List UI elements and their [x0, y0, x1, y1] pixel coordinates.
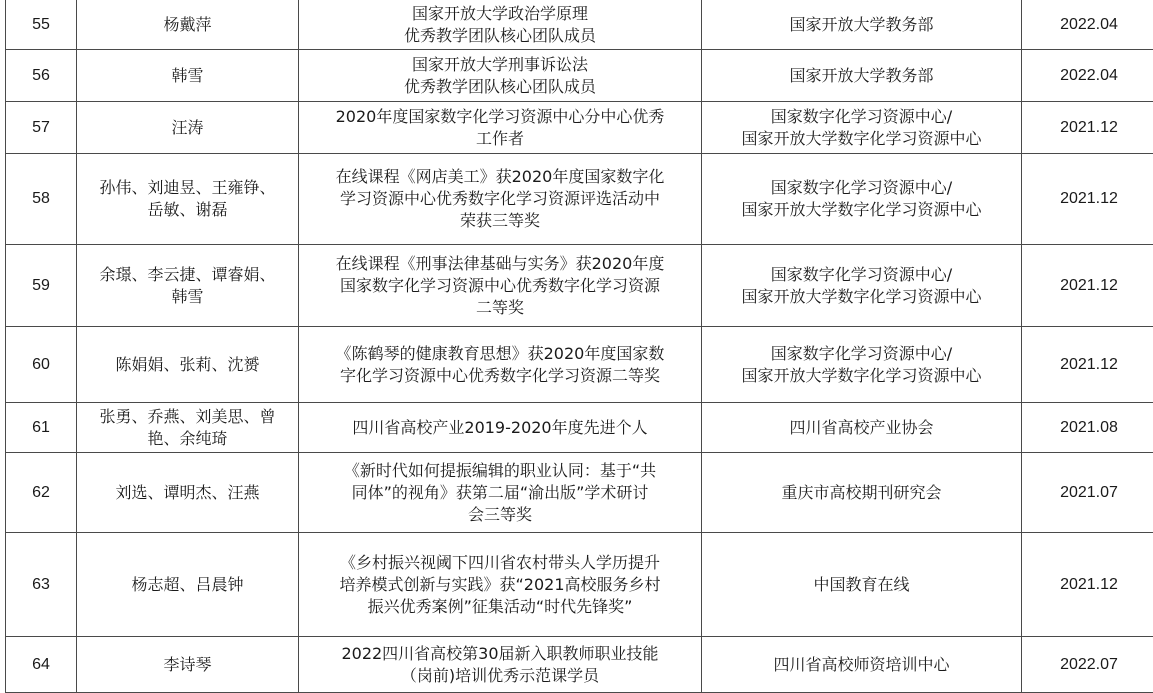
recipient-names: 杨志超、吕晨钟 — [77, 533, 299, 637]
honor-title: 国家开放大学政治学原理 优秀教学团队核心团队成员 — [299, 0, 702, 50]
row-number: 64 — [6, 637, 77, 693]
awarding-organization: 国家数字化学习资源中心/ 国家开放大学数字化学习资源中心 — [702, 245, 1022, 327]
table-row — [6, 327, 1153, 403]
award-date: 2022.07 — [1022, 637, 1153, 693]
table-row — [6, 154, 1153, 245]
table-row — [6, 453, 1153, 533]
award-date: 2021.12 — [1022, 102, 1153, 154]
recipient-names: 韩雪 — [77, 50, 299, 102]
awarding-organization: 中国教育在线 — [702, 533, 1022, 637]
award-date: 2021.12 — [1022, 533, 1153, 637]
awarding-organization: 国家数字化学习资源中心/ 国家开放大学数字化学习资源中心 — [702, 327, 1022, 403]
award-date: 2022.04 — [1022, 0, 1153, 50]
row-number: 58 — [6, 154, 77, 245]
award-date: 2021.12 — [1022, 245, 1153, 327]
awards-table — [5, 0, 1153, 693]
awarding-organization: 国家数字化学习资源中心/ 国家开放大学数字化学习资源中心 — [702, 154, 1022, 245]
row-number: 60 — [6, 327, 77, 403]
honor-title: 四川省高校产业2019-2020年度先进个人 — [299, 403, 702, 453]
honor-title: 《新时代如何提振编辑的职业认同：基于“共 同体”的视角》获第二届“渝出版”学术研讨 会三等奖 — [299, 453, 702, 533]
recipient-names: 汪涛 — [77, 102, 299, 154]
row-number: 62 — [6, 453, 77, 533]
honor-title: 《陈鹤琴的健康教育思想》获2020年度国家数 字化学习资源中心优秀数字化学习资源二等奖 — [299, 327, 702, 403]
table-row — [6, 403, 1153, 453]
award-date: 2021.12 — [1022, 154, 1153, 245]
row-number: 55 — [6, 0, 77, 50]
honor-title: 2020年度国家数字化学习资源中心分中心优秀 工作者 — [299, 102, 702, 154]
award-date: 2022.04 — [1022, 50, 1153, 102]
table-row — [6, 245, 1153, 327]
row-number: 59 — [6, 245, 77, 327]
table-row — [6, 102, 1153, 154]
table-row — [6, 50, 1153, 102]
honor-title: 《乡村振兴视阈下四川省农村带头人学历提升 培养模式创新与实践》获“2021高校服务乡村 振兴优秀案例”征集活动“时代先锋奖” — [299, 533, 702, 637]
awarding-organization: 四川省高校产业协会 — [702, 403, 1022, 453]
table-row — [6, 0, 1153, 50]
row-number: 63 — [6, 533, 77, 637]
awarding-organization: 四川省高校师资培训中心 — [702, 637, 1022, 693]
row-number: 61 — [6, 403, 77, 453]
table-row — [6, 533, 1153, 637]
recipient-names: 孙伟、刘迪昱、王雍铮、 岳敏、谢磊 — [77, 154, 299, 245]
recipient-names: 张勇、乔燕、刘美思、曾 艳、余纯琦 — [77, 403, 299, 453]
award-date: 2021.07 — [1022, 453, 1153, 533]
recipient-names: 陈娟娟、张莉、沈赟 — [77, 327, 299, 403]
awarding-organization: 国家数字化学习资源中心/ 国家开放大学数字化学习资源中心 — [702, 102, 1022, 154]
recipient-names: 余璟、李云捷、谭睿娟、 韩雪 — [77, 245, 299, 327]
honor-title: 2022四川省高校第30届新入职教师职业技能 （岗前)培训优秀示范课学员 — [299, 637, 702, 693]
honor-title: 在线课程《刑事法律基础与实务》获2020年度 国家数字化学习资源中心优秀数字化学习资源 二等奖 — [299, 245, 702, 327]
award-date: 2021.12 — [1022, 327, 1153, 403]
awarding-organization: 国家开放大学教务部 — [702, 50, 1022, 102]
award-date: 2021.08 — [1022, 403, 1153, 453]
recipient-names: 李诗琴 — [77, 637, 299, 693]
row-number: 57 — [6, 102, 77, 154]
awarding-organization: 国家开放大学教务部 — [702, 0, 1022, 50]
awarding-organization: 重庆市高校期刊研究会 — [702, 453, 1022, 533]
honor-title: 国家开放大学刑事诉讼法 优秀教学团队核心团队成员 — [299, 50, 702, 102]
recipient-names: 刘选、谭明杰、汪燕 — [77, 453, 299, 533]
recipient-names: 杨戴萍 — [77, 0, 299, 50]
table-row — [6, 637, 1153, 693]
honor-title: 在线课程《网店美工》获2020年度国家数字化 学习资源中心优秀数字化学习资源评选活动中 荣获三等奖 — [299, 154, 702, 245]
row-number: 56 — [6, 50, 77, 102]
